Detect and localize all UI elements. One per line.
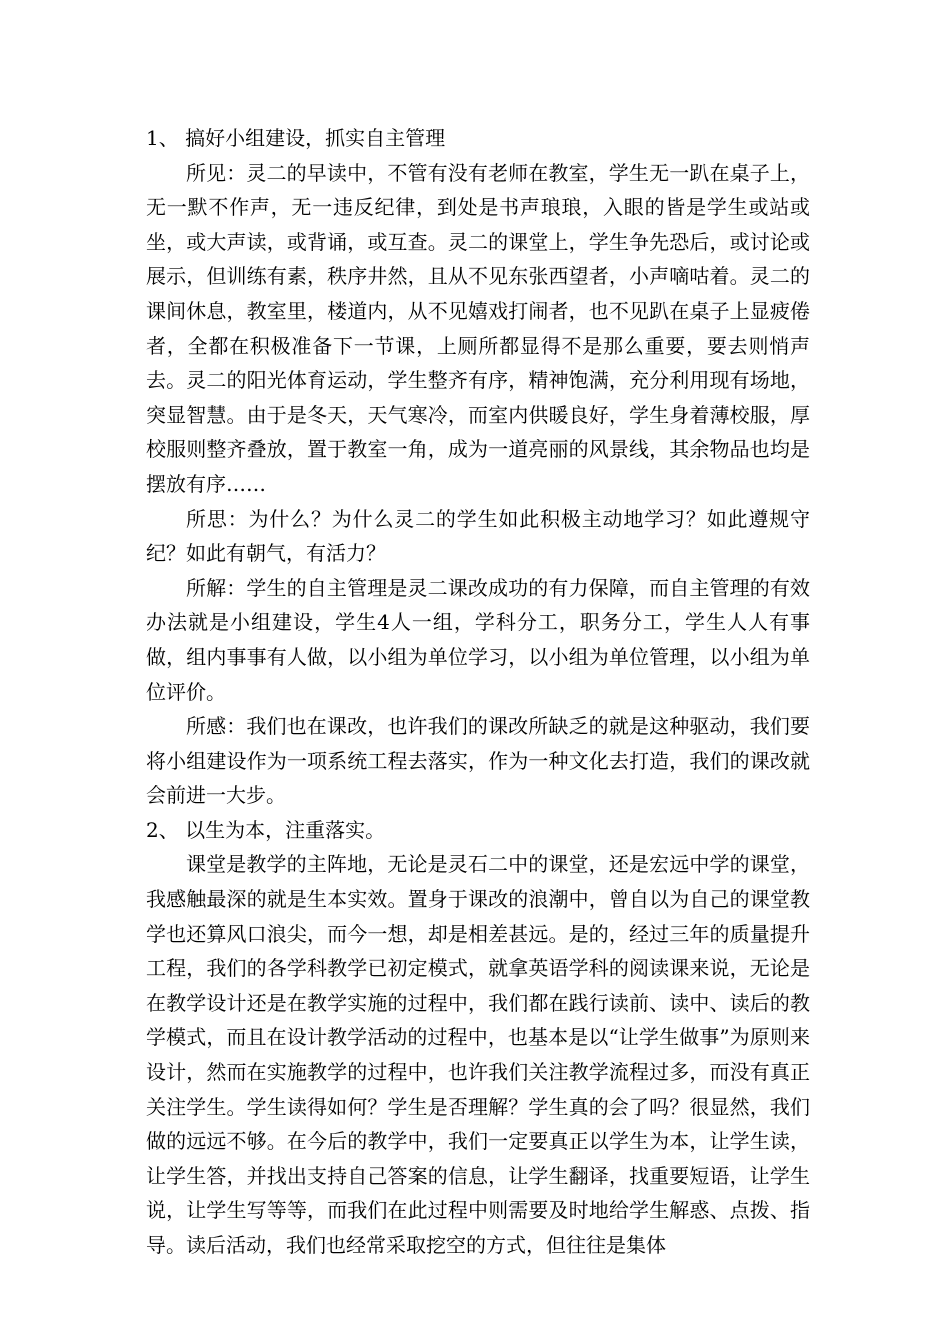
document-page: [146, 121, 810, 1263]
paragraph-classroom: 课堂是教学的主阵地，无论是灵石二中的课堂，还是宏远中学的课堂，我感触最深的就是生本实效。置身于课改的浪潮中，曾自以为自己的课堂教学也还算风口浪尖，而今一想，却是相差甚远。是的，经过三年的质量提升工程，我们的各学科教学已初定模式，就拿英语学科的阅读课来说，无论是在教学设计还是在教学实施的过程中，我们都在践行读前、读中、读后的教学模式，而且在设计教学活动的过程中，也基本是以“让学生做事”为原则来设计，然而在实施教学的过程中，也许我们关注教学流程过多，而没有真正关注学生。学生读得如何？学生是否理解？学生真的会了吗？很显然，我们做的远远不够。在今后的教学中，我们一定要真正以学生为本，让学生读，让学生答，并找出支持自己答案的信息，让学生翻译，找重要短语，让学生说，让学生写等等，而我们在此过程中则需要及时地给学生解惑、点拨、指导。读后活动，我们也经常采取挖空的方式，但往往是集体: [146, 852, 810, 1257]
paragraph-reflection: 所思：为什么？为什么灵二的学生如此积极主动地学习？如此遵规守纪？如此有朝气，有活力？: [146, 506, 810, 566]
paragraph-observed: 所见：灵二的早读中，不管有没有老师在教室，学生无一趴在桌子上，无一默不作声，无一违反纪律，到处是书声琅琅，入眼的皆是学生或站或坐，或大声读，或背诵，或互查。灵二的课堂上，学生争先恐后，或讨论或展示，但训练有素，秩序井然，且从不见东张西望者，小声嘀咕着。灵二的课间休息，教室里，楼道内，从不见嬉戏打闹者，也不见趴在桌子上显疲倦者，全都在积极准备下一节课，上厕所都显得不是那么重要，要去则悄声去。灵二的阳光体育运动，学生整齐有序，精神饱满，充分利用现有场地，突显智慧。由于是冬天，天气寒冷，而室内供暖良好，学生身着薄校服，厚校服则整齐叠放，置于教室一角，成为一道亮丽的风景线，其余物品也均是摆放有序……: [146, 160, 810, 496]
paragraph-feeling: 所感：我们也在课改，也许我们的课改所缺乏的就是这种驱动，我们要将小组建设作为一项系统工程去落实，作为一种文化去打造，我们的课改就会前进一大步。: [146, 714, 810, 808]
section-1-heading: 1、 搞好小组建设，抓实自主管理: [146, 126, 446, 150]
paragraph-explanation: 所解：学生的自主管理是灵二课改成功的有力保障，而自主管理的有效办法就是小组建设，学生4人一组，学科分工，职务分工，学生人人有事做，组内事事有人做，以小组为单位学习，以小组为单位管理，以小组为单位评价。: [146, 575, 810, 704]
section-2-heading: 2、 以生为本，注重落实。: [146, 817, 386, 842]
